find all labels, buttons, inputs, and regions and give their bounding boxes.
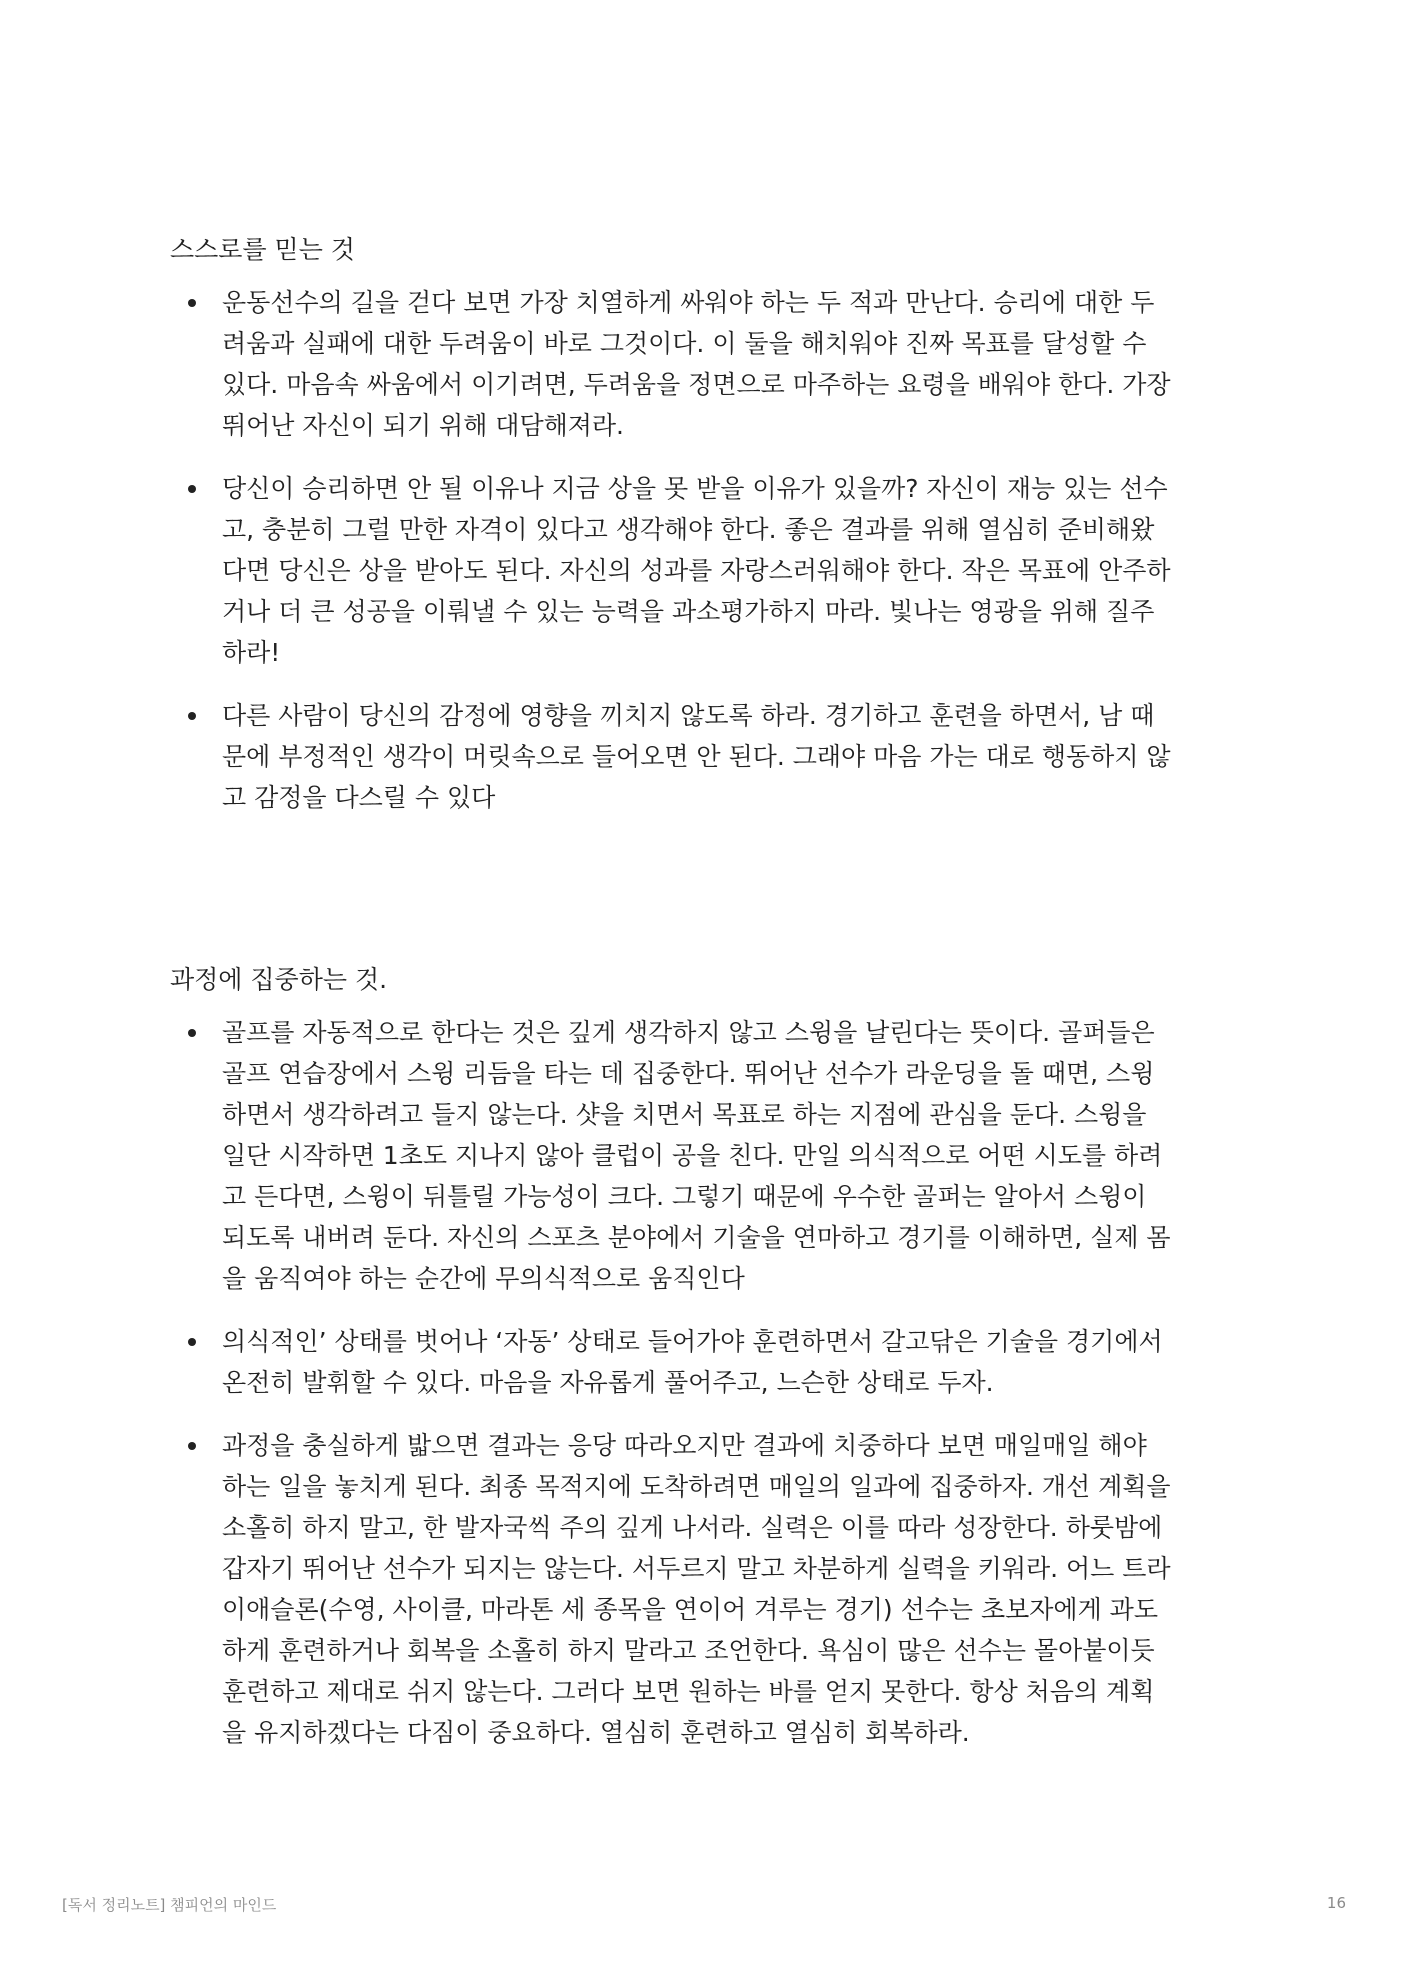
paragraph-line: 일단 시작하면 1초도 지나지 않아 클럽이 공을 친다. 만일 의식적으로 어떤 시도를 하려 <box>222 1141 1163 1170</box>
list-item <box>170 1321 1250 1403</box>
bullet-dot-icon <box>188 1338 196 1346</box>
bullet-dot-icon <box>188 485 196 493</box>
footer-page-number: 16 <box>1326 1894 1346 1912</box>
paragraph-line: 의식적인’ 상태를 벗어나 ‘자동’ 상태로 들어가야 훈련하면서 갈고닦은 기술을 경기에서 <box>222 1327 1163 1356</box>
paragraph-line: 하면서 생각하려고 들지 않는다. 샷을 치면서 목표로 하는 지점에 관심을 둔다. 스윙을 <box>222 1100 1147 1129</box>
paragraph-line: 을 유지하겠다는 다짐이 중요하다. 열심히 훈련하고 열심히 회복하라. <box>222 1718 970 1747</box>
bullet-list <box>170 282 1250 818</box>
paragraph-line: 운동선수의 길을 걷다 보면 가장 치열하게 싸워야 하는 두 적과 만난다. 승리에 대한 두 <box>222 288 1155 317</box>
paragraph-line: 문에 부정적인 생각이 머릿속으로 들어오면 안 된다. 그래야 마음 가는 대로 행동하지 않 <box>222 742 1171 771</box>
section-focus-on-process <box>170 960 1250 1775</box>
paragraph-line: 갑자기 뛰어난 선수가 되지는 않는다. 서두르지 말고 차분하게 실력을 키워라. 어느 트라 <box>222 1554 1171 1583</box>
paragraph-line: 을 움직여야 하는 순간에 무의식적으로 움직인다 <box>222 1264 745 1293</box>
paragraph-line: 훈련하고 제대로 쉬지 않는다. 그러다 보면 원하는 바를 얻지 못한다. 항상 처음의 계획 <box>222 1677 1155 1706</box>
list-item <box>170 468 1250 673</box>
section-believe-in-yourself <box>170 230 1250 840</box>
paragraph-line: 하게 훈련하거나 회복을 소홀히 하지 말라고 조언한다. 욕심이 많은 선수는 몰아붙이듯 <box>222 1636 1155 1665</box>
paragraph-line: 되도록 내버려 둔다. 자신의 스포츠 분야에서 기술을 연마하고 경기를 이해하면, 실제 몸 <box>222 1223 1171 1252</box>
list-item <box>170 1425 1250 1753</box>
paragraph-line: 골프를 자동적으로 한다는 것은 깊게 생각하지 않고 스윙을 날린다는 뜻이다. 골퍼들은 <box>222 1018 1155 1047</box>
paragraph-line: 있다. 마음속 싸움에서 이기려면, 두려움을 정면으로 마주하는 요령을 배워야 한다. 가장 <box>222 370 1171 399</box>
paragraph-line: 려움과 실패에 대한 두려움이 바로 그것이다. 이 둘을 해치워야 진짜 목표를 달성할 수 <box>222 329 1147 358</box>
paragraph-line: 온전히 발휘할 수 있다. 마음을 자유롭게 풀어주고, 느슨한 상태로 두자. <box>222 1368 994 1397</box>
list-item <box>170 695 1250 818</box>
bullet-dot-icon <box>188 1029 196 1037</box>
section-heading: 과정에 집중하는 것. <box>170 965 388 994</box>
paragraph-line: 고, 충분히 그럴 만한 자격이 있다고 생각해야 한다. 좋은 결과를 위해 열심히 준비해왔 <box>222 515 1155 544</box>
paragraph-line: 하라! <box>222 638 281 667</box>
footer-document-title: [독서 정리노트] 챔피언의 마인드 <box>62 1896 277 1914</box>
bullet-dot-icon <box>188 299 196 307</box>
section-heading: 스스로를 믿는 것 <box>170 235 355 264</box>
paragraph-line: 소홀히 하지 말고, 한 발자국씩 주의 깊게 나서라. 실력은 이를 따라 성장한다. 하룻밤에 <box>222 1513 1163 1542</box>
list-item <box>170 282 1250 446</box>
paragraph-line: 이애슬론(수영, 사이클, 마라톤 세 종목을 연이어 겨루는 경기) 선수는 초보자에게 과도 <box>222 1595 1158 1624</box>
paragraph-line: 골프 연습장에서 스윙 리듬을 타는 데 집중한다. 뛰어난 선수가 라운딩을 돌 때면, 스윙 <box>222 1059 1155 1088</box>
paragraph-line: 다면 당신은 상을 받아도 된다. 자신의 성과를 자랑스러워해야 한다. 작은 목표에 안주하 <box>222 556 1171 585</box>
paragraph-line: 하는 일을 놓치게 된다. 최종 목적지에 도착하려면 매일의 일과에 집중하자. 개선 계획을 <box>222 1472 1171 1501</box>
paragraph-line: 다른 사람이 당신의 감정에 영향을 끼치지 않도록 하라. 경기하고 훈련을 하면서, 남 때 <box>222 701 1155 730</box>
paragraph-line: 거나 더 큰 성공을 이뤄낼 수 있는 능력을 과소평가하지 마라. 빛나는 영광을 위해 질주 <box>222 597 1155 626</box>
paragraph-line: 고 감정을 다스릴 수 있다 <box>222 783 496 812</box>
bullet-list <box>170 1012 1250 1753</box>
paragraph-line: 고 든다면, 스윙이 뒤틀릴 가능성이 크다. 그렇기 때문에 우수한 골퍼는 알아서 스윙이 <box>222 1182 1147 1211</box>
bullet-dot-icon <box>188 1442 196 1450</box>
paragraph-line: 뛰어난 자신이 되기 위해 대담해져라. <box>222 411 624 440</box>
paragraph-line: 과정을 충실하게 밟으면 결과는 응당 따라오지만 결과에 치중하다 보면 매일매일 해야 <box>222 1431 1147 1460</box>
paragraph-line: 당신이 승리하면 안 될 이유나 지금 상을 못 받을 이유가 있을까? 자신이 재능 있는 선수 <box>222 474 1168 503</box>
bullet-dot-icon <box>188 712 196 720</box>
list-item <box>170 1012 1250 1299</box>
